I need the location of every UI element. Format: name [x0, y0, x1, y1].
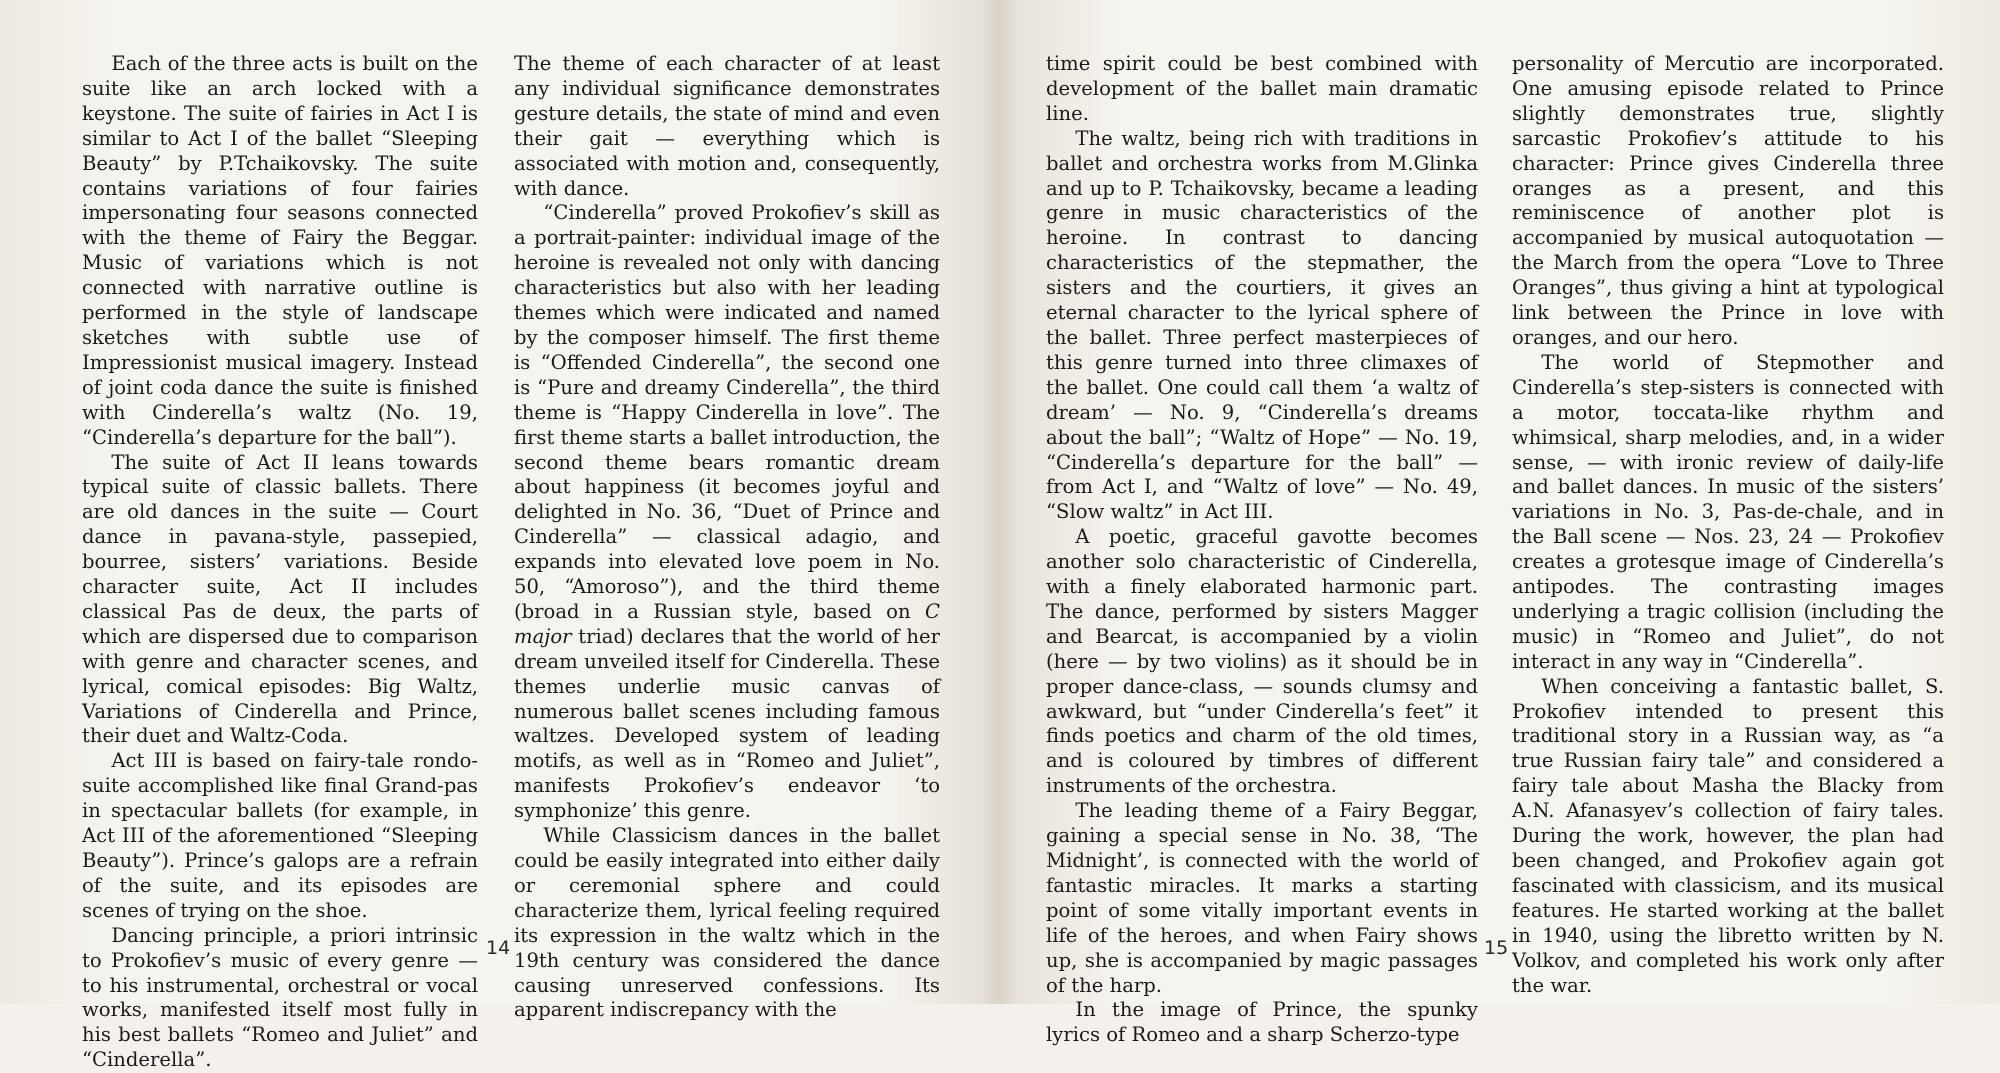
paragraph: The world of Stepmother and Cinderella’s step-sisters is connected with a motor, toccata-like rhythm and whimsical, sharp melodies, and, in a wider sense, — with ironic review of daily-life and ballet dances. In music of the sisters’ variations in No. 3, Pas-de-chale, and in the Ball scene — Nos. 23, 24 — Prokofiev creates a grotesque image of Cinderella’s antipodes. The contrasting images underlying a tragic collision (including the music) in “Romeo and Juliet”, do not interact in any way in “Cinderella”. — [1512, 350, 1944, 673]
paragraph: In the image of Prince, the spunky lyrics of Romeo and a sharp Scherzo-type — [1046, 998, 1478, 1047]
paragraph: time spirit could be best combined with development of the ballet main dramatic line. — [1046, 52, 1478, 125]
paragraph: A poetic, graceful gavotte becomes another solo characteristic of Cinderella, with a finely elaborated harmonic part. The dance, performed by sisters Magger and Bearcat, is accompanied by a violin (here — by two violins) as it should be in proper dance-class, — sounds clumsy and awkward, but “under Cinderella’s feet” it finds poetics and charm of the old times, and is coloured by timbres of different instruments of the orchestra. — [1046, 525, 1478, 798]
right-page-column-2 — [1512, 52, 1944, 998]
paragraph-text-tail: triad) declares that the world of her dream unveiled itself for Cinderella. These themes underlie music canvas of numerous ballet scenes including famous waltzes. Developed system of leading motifs, as well as in “Romeo and Juliet”, manifests Prokofiev’s endeavor ‘to symphonize’ this genre. — [514, 624, 940, 823]
page-number: 15 — [1484, 937, 1509, 959]
paragraph: personality of Mercutio are incorporated. One amusing episode related to Prince slightly demonstrates true, slightly sarcastic Prokofiev’s attitude to his character: Prince gives Cinderella three oranges as a present, and this reminiscence of another plot is accompanied by musical autoquotation — the March from the opera “Love to Three Oranges”, thus giving a hint at typological link between the Prince in love with oranges, and our hero. — [1512, 52, 1944, 349]
paragraph: Act III is based on fairy-tale rondo-suite accomplished like final Grand-pas in spectacular ballets (for example, in Act III of the aforementioned “Sleeping Beauty”). Prince’s galops are a refrain of the suite, and its episodes are scenes of trying on the shoe. — [82, 749, 478, 922]
paragraph: Each of the three acts is built on the suite like an arch locked with a keystone. The suite of fairies in Act I is similar to Act I of the ballet “Sleeping Beauty” by P.Tchaikovsky. The suite contains variations of four fairies impersonating four seasons connected with the theme of Fairy the Beggar. Music of variations which is not connected with narrative outline is performed in the style of landscape sketches with subtle use of Impressionist musical imagery. Instead of joint coda dance the suite is finished with Cinderella’s waltz (No. 19, “Cinderella’s departure for the ball”). — [82, 52, 478, 449]
paragraph: When conceiving a fantastic ballet, S. Prokofiev intended to present this traditional story in a Russian way, as “a true Russian fairy tale” and considered a fairy tale about Masha the Blacky from A.N. Afanasyev’s collection of fairy tales. During the work, however, the plan had been changed, and Prokofiev again got fascinated with classicism, and its musical features. He started working at the ballet in 1940, using the libretto written by N. Volkov, and completed his work only after the war. — [1512, 674, 1944, 997]
emphasis-c-major: C major — [514, 599, 941, 648]
paragraph: The theme of each character of at least any individual significance demonstrates gesture details, the state of mind and even their gait — everything which is associated with motion and, consequently, with dance. — [514, 52, 940, 200]
right-page-column-1 — [1046, 52, 1478, 1048]
page-number: 14 — [486, 937, 511, 959]
paragraph: The waltz, being rich with traditions in ballet and orchestra works from M.Glinka and up to P. Tchaikovsky, became a leading genre in music characteristics of the heroine. In contrast to dancing characteristics of the stepmather, the sisters and the courtiers, it gives an eternal character to the lyrical sphere of the ballet. Three perfect masterpieces of this genre turned into three climaxes of the ballet. One could call them ‘a waltz of dream’ — No. 9, “Cinderella’s dreams about the ball”; “Waltz of Hope” — No. 19, “Cinderella’s departure for the ball” — from Act I, and “Waltz of love” — No. 49, “Slow waltz” in Act III. — [1046, 126, 1478, 524]
paragraph: Dancing principle, a priori intrinsic to Prokofiev’s music of every genre — to his instrumental, orchestral or vocal works, manifested itself most fully in his best ballets “Romeo and Juliet” and “Cinderella”. — [82, 923, 478, 1072]
paragraph-text: “Cinderella” proved Prokofiev’s skill as a portrait-painter: individual image of the heroine is revealed not only with dancing characteristics but also with her leading themes which were indicated and named by the composer himself. The first theme is “Offended Cinderella”, the second one is “Pure and dreamy Cinderella”, the third theme is “Happy Cinderella in love”. The first theme starts a ballet introduction, the second theme bears romantic dream about happiness (it becomes joyful and delighted in No. 36, “Duet of Prince and Cinderella” — classical adagio, and expands into elevated love poem in No. 50, “Amoroso”), and the third theme (broad in a Russian style, based on — [514, 201, 940, 623]
paragraph: While Classicism dances in the ballet could be easily integrated into either daily or ceremonial sphere and could characterize them, lyrical feeling required its expression in the waltz which in the 19th century was considered the dance causing unreserved confessions. Its apparent indiscrepancy with the — [514, 824, 940, 1022]
paragraph: The suite of Act II leans towards typical suite of classic ballets. There are old dances in the suite — Court dance in pavana-style, passepied, bourree, sisters’ variations. Beside character suite, Act II includes classical Pas de deux, the parts of which are dispersed due to comparison with genre and character scenes, and lyrical, comical episodes: Big Waltz, Variations of Cinderella and Prince, their duet and Waltz-Coda. — [82, 450, 478, 748]
paragraph: The leading theme of a Fairy Beggar, gaining a special sense in No. 38, ‘The Midnight’, is connected with the world of fantastic miracles. It marks a starting point of some vitally important events in life of the heroes, and when Fairy shows up, she is accompanied by magic passages of the harp. — [1046, 799, 1478, 997]
